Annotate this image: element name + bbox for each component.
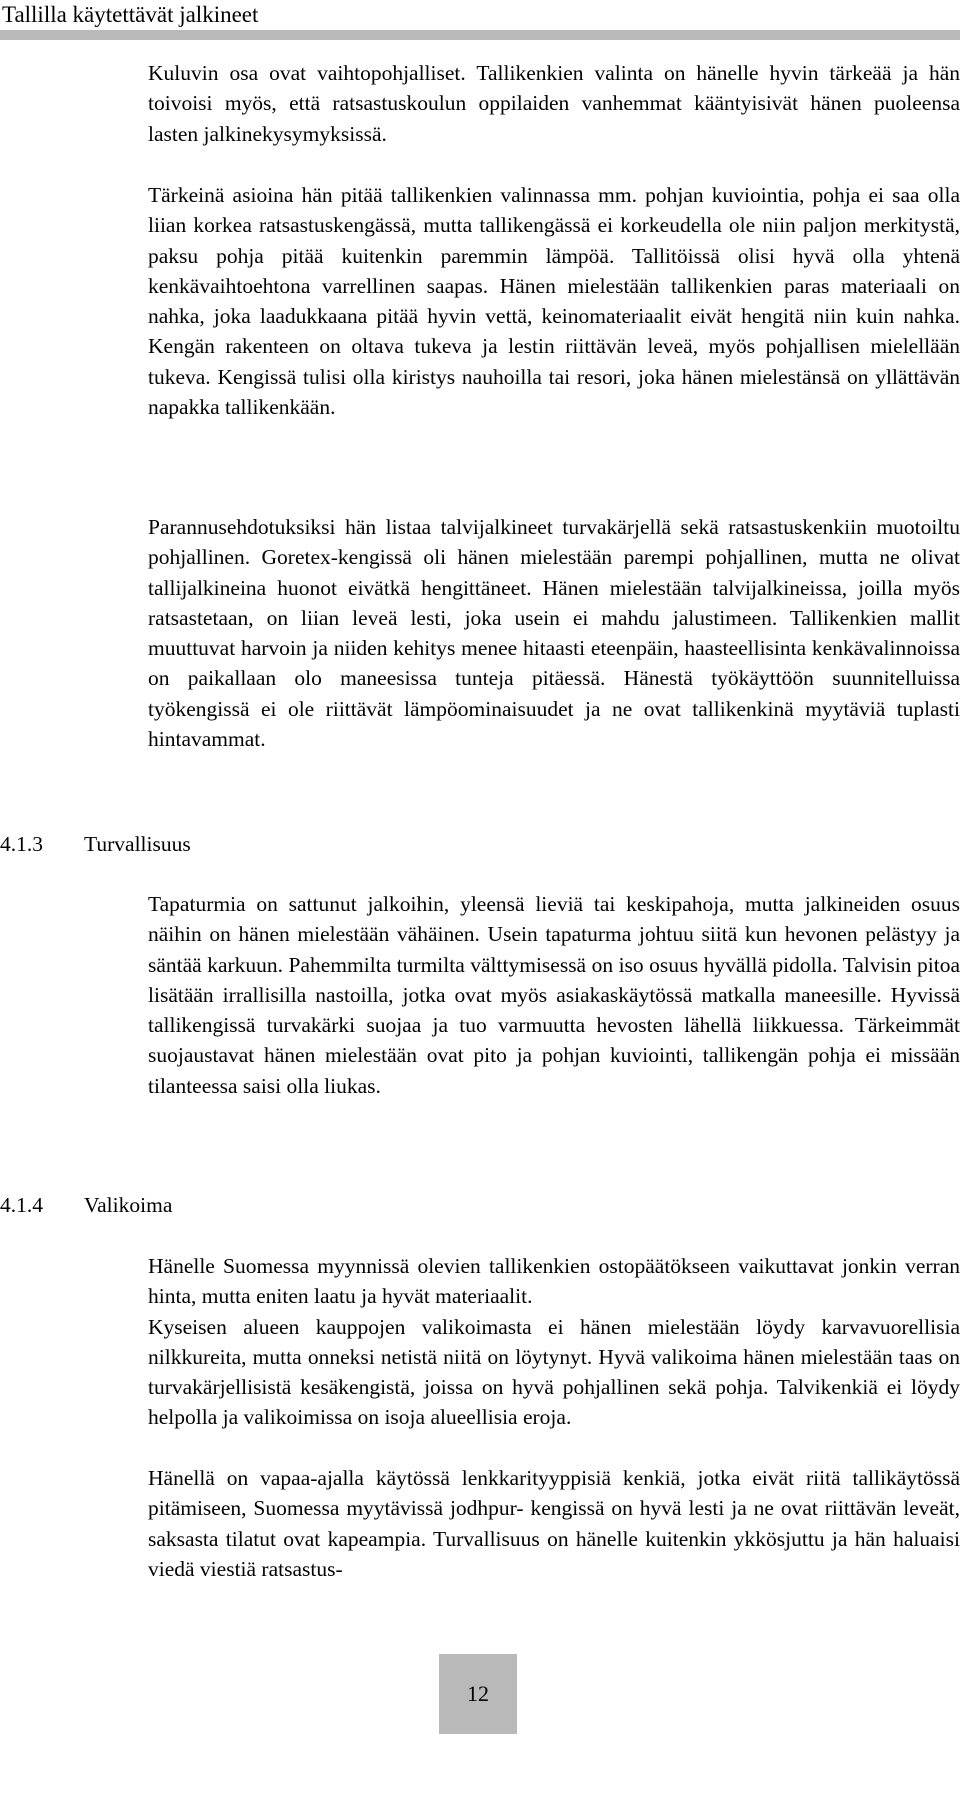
paragraph-text: Kuluvin osa ovat vaihtopohjalliset. Tallikenkien valinta on hänelle hyvin tärkeää ja hän toivoisi myös, että ratsastuskoulun oppilaiden vanhemmat kääntyisivät hänen puoleensa lasten jalkinekysymyksissä. [148,61,960,146]
running-header [0,0,960,38]
paragraph-text: Tärkeinä asioina hän pitää tallikenkien valinnassa mm. pohjan kuviointia, pohja ei saa olla liian korkea ratsastuskengässä, mutta tallikengässä ei korkeudella ole niin paljon merkitystä, paksu pohja pitää kuitenkin paremmin lämpöä. Tallitöissä olisi hyvä olla yhtenä kenkävaihtoehtona varrellinen saapas. Hänen mielestään tallikenkien paras materiaali on nahka, joka laadukkaana pitää hyvin vettä, keinomateriaalit eivät hengitä niin kuin nahka. Kengän rakenteen on oltava tukeva ja lestin riittävän leveä, myös pohjallisen mielellään tukeva. Kengissä tulisi olla kiristys nauhoilla tai resori, joka hänen mielestänsä on yllättävän napakka tallikenkään. [148,183,960,420]
section-4-1-3-paragraph [148,889,960,1101]
paragraph-text: Tapaturmia on sattunut jalkoihin, yleensä lieviä tai keskipahoja, mutta jalkineiden osuus näihin on hänen mielestään vähäinen. Usein tapaturma johtuu siitä kun hevonen pelästyy ja säntää karkuun. Pahemmilta turmilta välttymisessä on iso osuus hyvällä pidolla. Talvisin pitoa lisätään irrallisilla nastoilla, jotka ovat myös asiakaskäytössä matkalla maneesille. Hyvissä tallikengissä turvakärki suojaa ja tuo varmuutta hevosten lähellä liikkuessa. Tärkeimmät suojaustavat hänen mielestään ovat pito ja pohjan kuviointi, tallikengän pohja ei missään tilanteessa saisi olla liukas. [148,892,960,1098]
paragraph-text: Hänellä on vapaa-ajalla käytössä lenkkarityyppisiä kenkiä, jotka eivät riitä tallikäytössä pitämiseen, Suomessa myytävissä jodhpur- kengissä on hyvä lesti ja ne ovat riittävän leveät, saksasta tilatut ovat kapeampia. Turvallisuus on hänelle kuitenkin ykkösjuttu ja hän haluaisi viedä viestiä ratsastus- [148,1466,960,1581]
header-rule [0,30,960,40]
section-number: 4.1.4 [0,1193,43,1217]
intro-paragraph-3 [148,512,960,754]
section-title: Turvallisuus [84,832,191,856]
paragraph-text: Hänelle Suomessa myynnissä olevien tallikenkien ostopäätökseen vaikuttavat jonkin verran hinta, mutta eniten laatu ja hyvät materiaalit. [148,1254,960,1309]
section-4-1-4-paragraph-2 [148,1463,960,1584]
section-heading-4-1-4 [0,1190,172,1220]
running-header-title: Tallilla käytettävät jalkineet [2,2,259,27]
page-number: 12 [439,1654,517,1734]
intro-paragraph-1 [148,58,960,149]
section-number: 4.1.3 [0,832,43,856]
section-heading-4-1-3 [0,829,191,859]
section-title: Valikoima [84,1193,173,1217]
intro-paragraph-2 [148,180,960,422]
paragraph-text: Kyseisen alueen kauppojen valikoimasta ei hänen mielestään löydy karvavuorellisia nilkkureita, mutta onneksi netistä niitä on löytynyt. Hyvä valikoima hänen mielestään taas on turvakärjellisistä kesäkengistä, joissa on hyvä pohjallinen sekä pohja. Talvikenkiä ei löydy helpolla ja valikoimissa on isoja alueellisia eroja. [148,1314,960,1430]
paragraph-text: Parannusehdotuksiksi hän listaa talvijalkineet turvakärjellä sekä ratsastuskenkiin muotoiltu pohjallinen. Goretex-kengissä oli hänen mielestään parempi pohjallinen, mutta ne olivat tallijalkineina huonot eivätkä hengittäneet. Hänen mielestään talvijalkineissa, joilla myös ratsastetaan, on liian leveä lesti, joka usein ei mahdu jalustimeen. Tallikenkien mallit muuttuvat harvoin ja niiden kehitys menee hitaasti eteenpäin, haasteellisinta kenkävalinnoissa on paikallaan olo maneesissa tunteja pitäessä. Hänestä työkäyttöön suunnitelluissa työkengissä ei ole riittävät lämpöominaisuudet ja ne ovat tallikenkinä myytäviä tuplasti hintavammat. [148,515,960,752]
section-4-1-4-paragraph-1 [148,1251,960,1433]
